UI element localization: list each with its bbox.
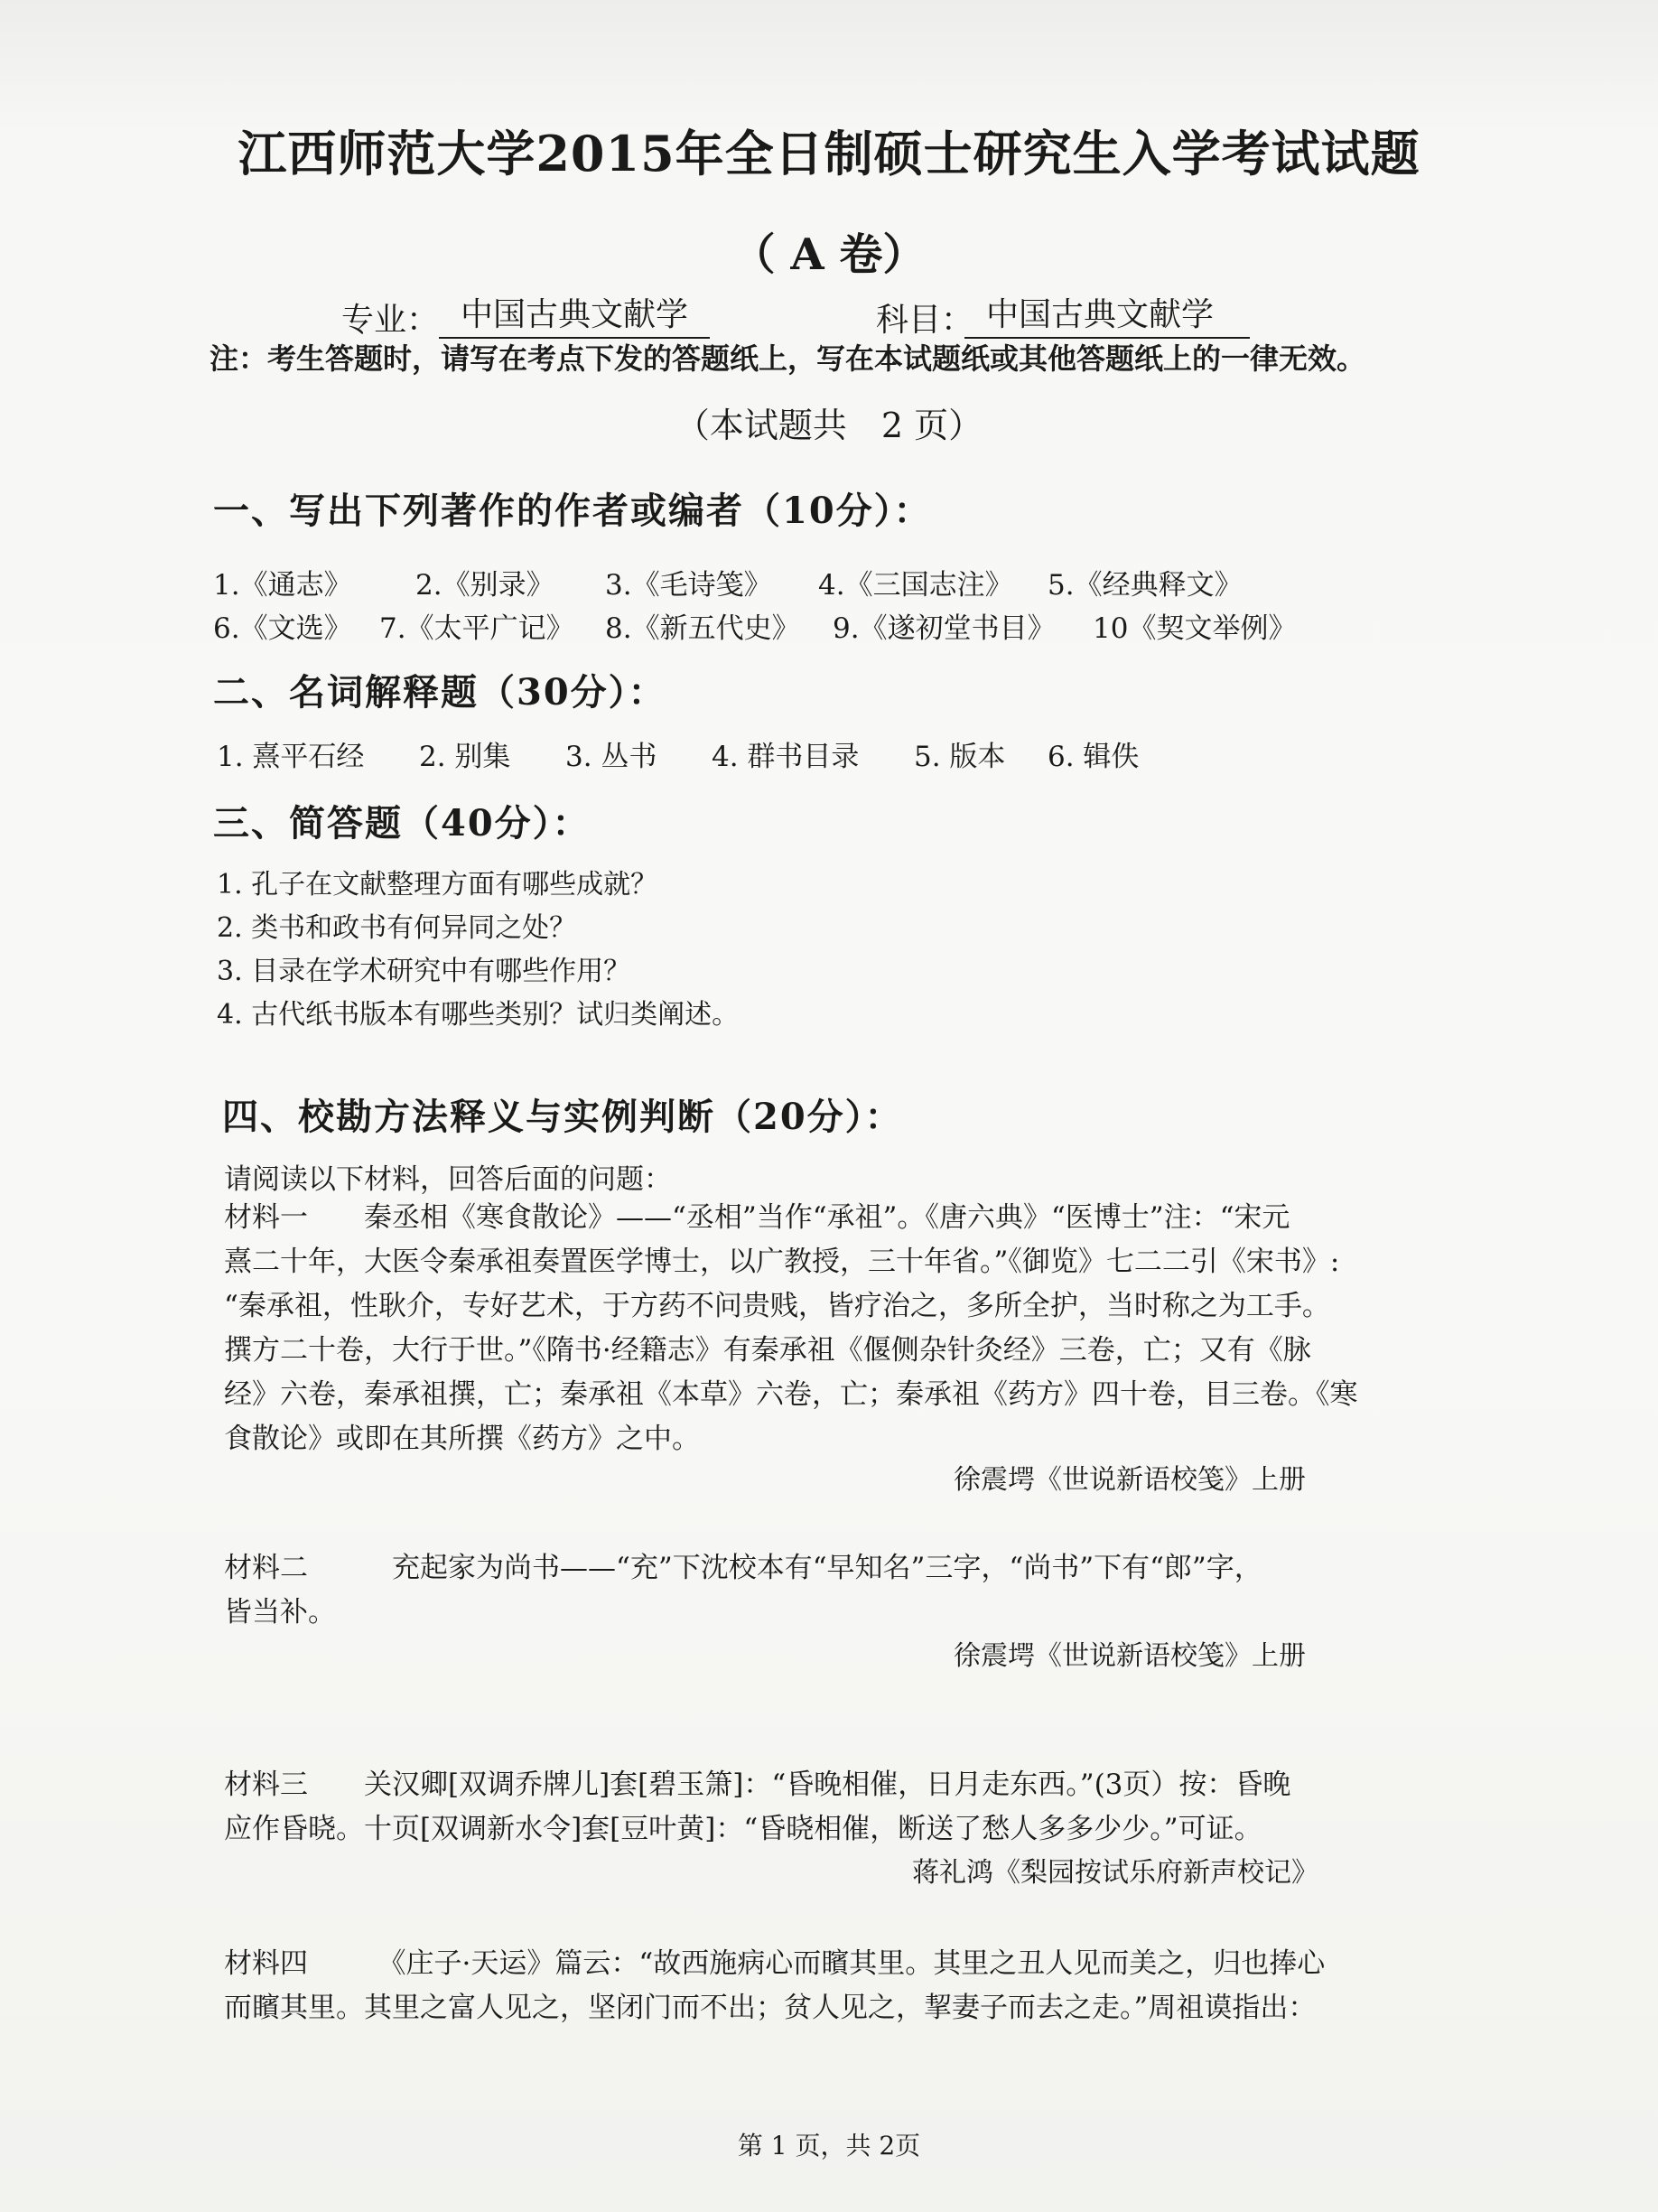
exam-info-row [341, 289, 1335, 340]
section3-list [217, 862, 739, 1035]
list-item: 2.《别录》 [415, 569, 554, 602]
major-value: 中国古典文献学 [439, 289, 710, 339]
section4-heading: 四、校勘方法释义与实例判断（20分）： [222, 1096, 903, 1138]
list-item: 6. 辑佚 [1048, 741, 1140, 773]
list-item: 6.《文选》 [213, 612, 352, 645]
section4-intro: 请阅读以下材料，回答后面的问题： [224, 1163, 672, 1196]
text-line: 材料三 关汉卿[双调乔牌儿]套[碧玉箫]：“昏晚相催，日月走东西。”(3页）按：昏晚 [224, 1769, 1291, 1801]
list-item: 1. 孔子在文献整理方面有哪些成就？ [217, 869, 658, 901]
list-item: 7.《太平广记》 [379, 612, 574, 645]
list-item: 4. 古代纸书版本有哪些类别？试归类阐述。 [217, 999, 740, 1031]
section2-heading: 二、名词解释题（30分）： [213, 671, 666, 714]
list-item: 4. 群书目录 [712, 741, 860, 773]
list-item: 4.《三国志注》 [818, 569, 1013, 602]
page-count: （本试题共 2 页） [675, 406, 983, 445]
material-2-source: 徐震堮《世说新语校笺》上册 [954, 1640, 1306, 1672]
text-line: 熹二十年，大医令秦承祖奏置医学博士，以广教授，三十年省。”《御览》七二二引《宋书》: [224, 1246, 1340, 1278]
list-item: 2. 类书和政书有何异同之处？ [217, 912, 577, 944]
subject-label: 科目： [876, 302, 974, 339]
exam-note: 注：考生答题时，请写在考点下发的答题纸上，写在本试题纸或其他答题纸上的一律无效。 [210, 341, 1366, 376]
material-2 [224, 1546, 1389, 1635]
page-footer: 第 1 页，共 2页 [737, 2131, 921, 2161]
list-item: 10《契文举例》 [1093, 612, 1297, 645]
major-label: 专业： [341, 302, 440, 339]
section1-heading: 一、写出下列著作的作者或编者（10分）： [213, 490, 932, 532]
list-item: 2. 别集 [419, 741, 511, 773]
material-1 [224, 1196, 1389, 1461]
list-item: 5. 版本 [914, 741, 1006, 773]
text-line: “秦承祖，性耿介，专好艺术，于方药不问贵贱，皆疗治之，多所全护，当时称之为工手。 [224, 1290, 1330, 1322]
text-line: 经》六卷，秦承祖撰，亡；秦承祖《本草》六卷，亡；秦承祖《药方》四十卷，目三卷。《寒 [224, 1378, 1358, 1411]
section3-heading: 三、简答题（40分）： [213, 802, 591, 845]
material-1-source: 徐震堮《世说新语校笺》上册 [954, 1464, 1306, 1496]
text-line: 材料二 充起家为尚书——“充”下沈校本有“早知名”三字，“尚书”下有“郎”字， [224, 1552, 1262, 1584]
exam-title: 江西师范大学2015年全日制硕士研究生入学考试试题 [238, 125, 1420, 182]
text-line: 材料四 《庄子·天运》篇云：“故西施病心而矉其里。其里之丑人见而美之，归也捧心 [224, 1947, 1326, 1980]
section1-row2 [213, 605, 1387, 645]
text-line: 食散论》或即在其所撰《药方》之中。 [224, 1423, 700, 1455]
text-line: 皆当补。 [224, 1596, 336, 1629]
list-item: 1. 熹平石经 [217, 741, 365, 773]
material-3-source: 蒋礼鸿《梨园按试乐府新声校记》 [912, 1857, 1318, 1889]
text-line: 撰方二十卷，大行于世。”《隋书·经籍志》有秦承祖《偃侧杂针灸经》三卷，亡；又有《脉 [224, 1334, 1311, 1367]
text-line: 而矉其里。其里之富人见之，坚闭门而不出；贫人见之，挈妻子而去之走。”周祖谟指出： [224, 1992, 1317, 2024]
paper-type: （ A 卷） [731, 229, 927, 280]
section1-row1 [213, 562, 1387, 602]
subject-value: 中国古典文献学 [964, 289, 1250, 339]
section2-row [217, 733, 1210, 773]
material-4 [224, 1942, 1389, 2030]
text-line: 材料一 秦丞相《寒食散论》——“丞相”当作“承祖”。《唐六典》“医博士”注：“宋元 [224, 1201, 1290, 1234]
list-item: 1.《通志》 [213, 569, 352, 602]
list-item: 3. 丛书 [565, 741, 657, 773]
list-item: 8.《新五代史》 [605, 612, 800, 645]
list-item: 3. 目录在学术研究中有哪些作用？ [217, 956, 631, 987]
material-3 [224, 1763, 1389, 1852]
text-line: 应作昏晓。十页[双调新水令]套[豆叶黄]：“昏晓相催，断送了愁人多多少少。”可证。 [224, 1813, 1262, 1845]
list-item: 9.《遂初堂书目》 [833, 612, 1056, 645]
list-item: 3.《毛诗笺》 [605, 569, 772, 602]
list-item: 5.《经典释文》 [1048, 569, 1243, 602]
